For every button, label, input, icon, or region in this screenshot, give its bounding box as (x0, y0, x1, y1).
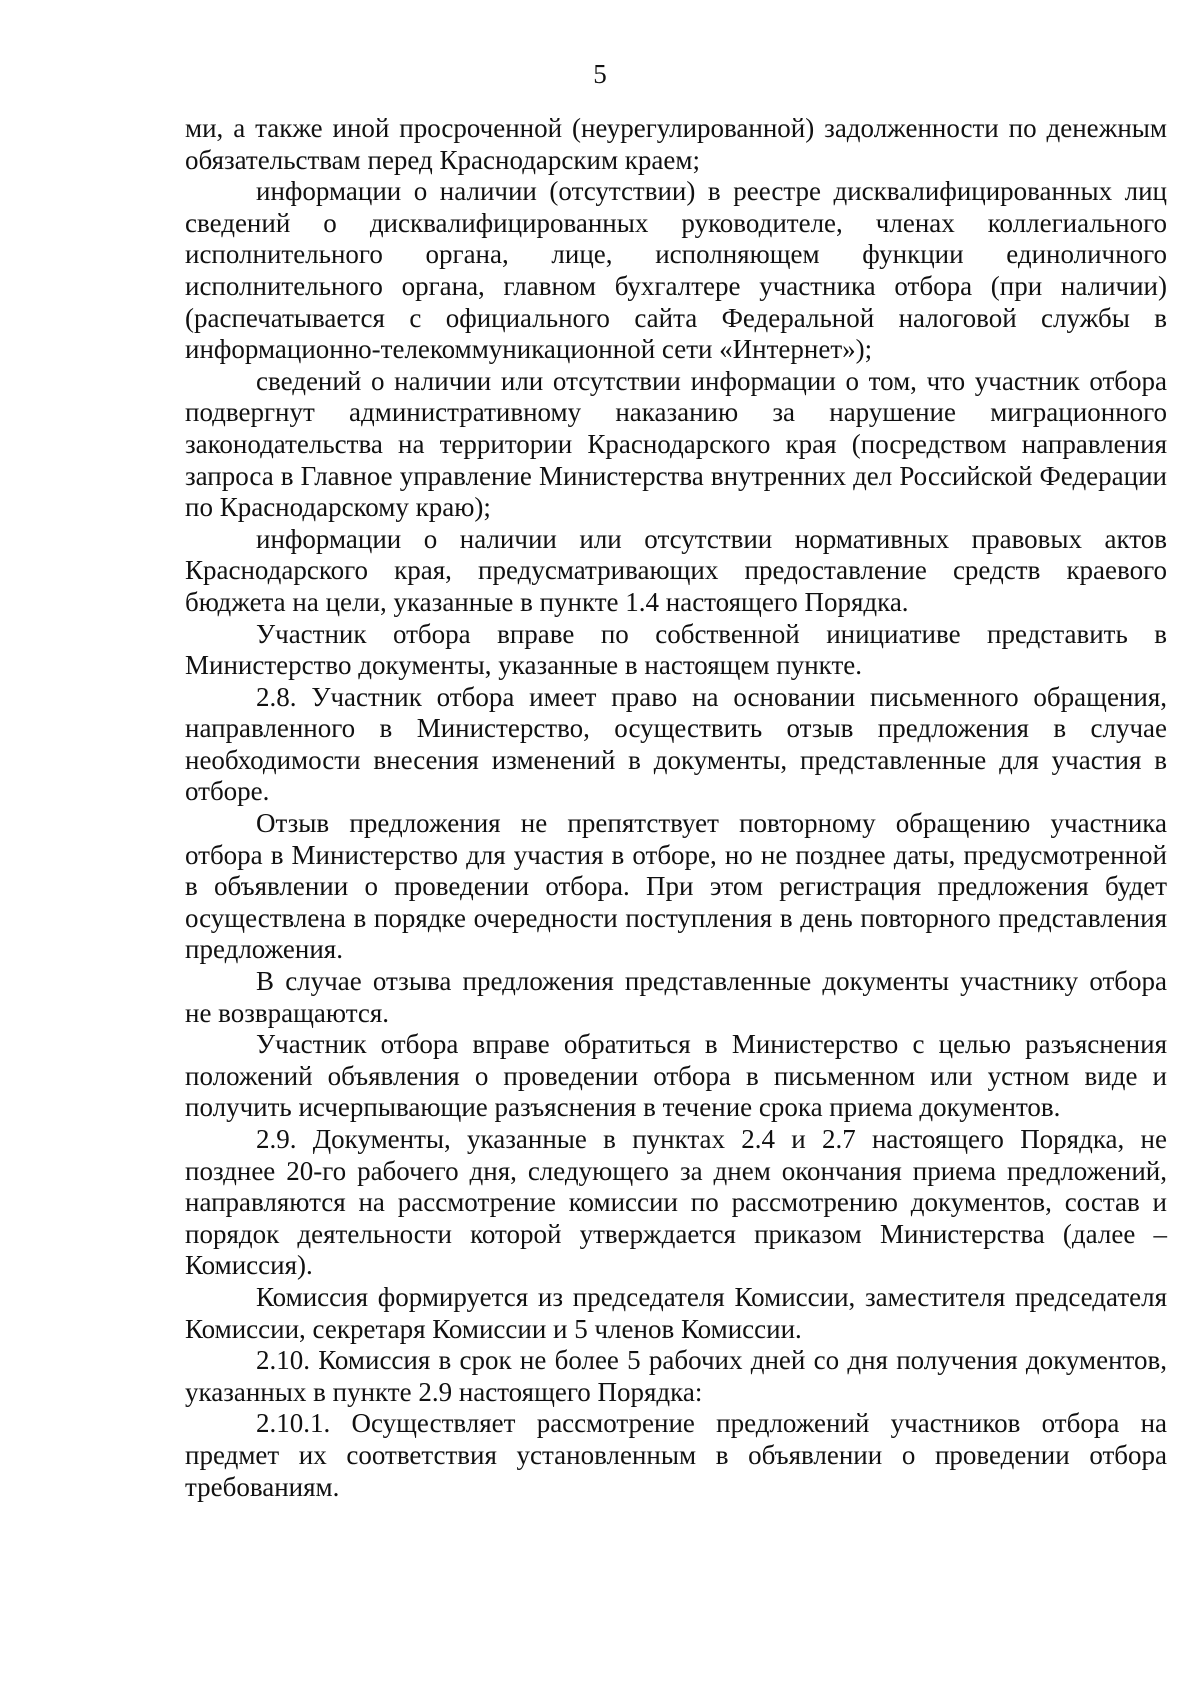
paragraph-documents-not-returned: В случае отзыва предложения представленные документы участнику отбора не возвращаются. (185, 966, 1167, 1028)
page-number: 5 (593, 59, 607, 89)
paragraph-own-initiative: Участник отбора вправе по собственной инициативе представить в Министерство документы, указанные в настоящем пункте. (185, 618, 1167, 681)
paragraph-2-8: 2.8. Участник отбора имеет право на основании письменного обращения, направленного в Министерство, осуществить отзыв предложения в случае необходимости внесения изменений в документы, представленные для участия в отборе. (185, 681, 1167, 807)
paragraph-2-10: 2.10. Комиссия в срок не более 5 рабочих дней со дня получения документов, указанных в пункте 2.9 настоящего Порядка: (185, 1345, 1167, 1407)
document-body (185, 113, 1167, 1503)
paragraph-clarification: Участник отбора вправе обратиться в Министерство с целью разъяснения положений объявления о проведении отбора в письменном или устном виде и получить исчерпывающие разъяснения в течение срока приема документов. (185, 1029, 1167, 1123)
paragraph-2-9: 2.9. Документы, указанные в пунктах 2.4 и 2.7 настоящего Порядка, не позднее 20-го рабочего дня, следующего за днем окончания приема предложений, направляются на рассмотрение комиссии по рассмотрению документов, состав и порядок деятельности которой утверждается приказом Министерства (далее – Комиссия). (185, 1124, 1167, 1281)
paragraph-disqualified-registry: информации о наличии (отсутствии) в реестре дисквалифицированных лиц сведений о дисквалифицированных руководителе, членах коллегиального исполнительного органа, лице, исполняющем функции единоличного исполнительного органа, главном бухгалтере участника отбора (при наличии) (распечатывается с официального сайта Федеральной налоговой службы в информационно-телекоммуникационной сети «Интернет»); (185, 176, 1167, 365)
paragraph-withdrawal: Отзыв предложения не препятствует повторному обращению участника отбора в Министерство для участия в отборе, но не позднее даты, предусмотренной в объявлении о проведении отбора. При этом регистрация предложения будет осуществлена в порядке очередности поступления в день повторного представления предложения. (185, 808, 1167, 965)
paragraph-legal-acts: информации о наличии или отсутствии нормативных правовых актов Краснодарского края, предусматривающих предоставление средств краевого бюджета на цели, указанные в пункте 1.4 настоящего Порядка. (185, 523, 1167, 617)
paragraph-migration-info: сведений о наличии или отсутствии информации о том, что участник отбора подвергнут административному наказанию за нарушение миграционного законодательства на территории Краснодарского края (посредством направления запроса в Главное управление Министерства внутренних дел Российской Федерации по Краснодарскому краю); (185, 365, 1167, 523)
paragraph-2-10-1: 2.10.1. Осуществляет рассмотрение предложений участников отбора на предмет их соответствия установленным в объявлении о проведении отбора требованиям. (185, 1408, 1167, 1502)
paragraph-commission-composition: Комиссия формируется из председателя Комиссии, заместителя председателя Комиссии, секретаря Комиссии и 5 членов Комиссии. (185, 1281, 1167, 1344)
paragraph-continuation: ми, а также иной просроченной (неурегулированной) задолженности по денежным обязательствам перед Краснодарским краем; (185, 113, 1167, 175)
